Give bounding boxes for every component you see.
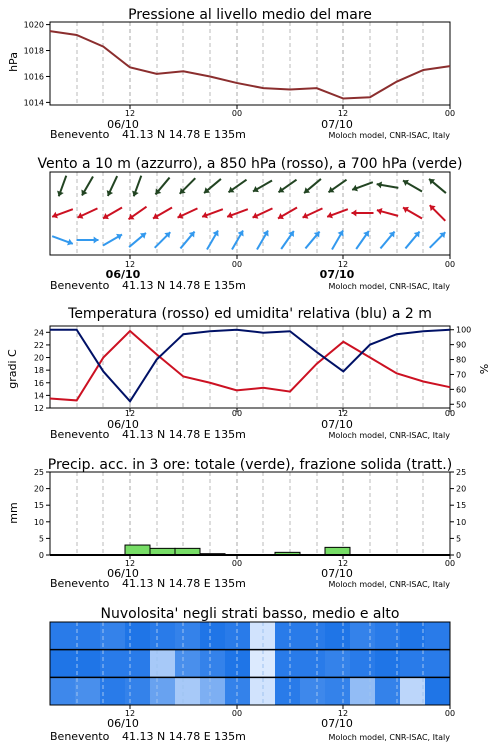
temperature-ylabel: gradi C <box>6 349 19 389</box>
location-label: Benevento <box>50 128 110 141</box>
y-tick-label-right: 20 <box>456 484 467 494</box>
precip-bar <box>125 545 150 555</box>
precipitation-plot <box>34 468 466 560</box>
location-label: Benevento <box>50 577 110 590</box>
location-label: Benevento <box>50 730 110 743</box>
cloud-cell <box>50 622 75 650</box>
y-tick-label-right: 25 <box>456 468 467 477</box>
plot-frame <box>50 22 450 105</box>
y-tick-label-right: 80 <box>456 355 467 365</box>
temperatura-line <box>50 331 450 400</box>
y-tick-label: 24 <box>33 328 44 338</box>
precipitation-title: Precip. acc. in 3 ore: totale (verde), frazione solida (tratt.) <box>47 457 453 473</box>
cloud-cell <box>100 622 125 650</box>
temperature-plot <box>34 326 471 413</box>
cloud-cell <box>50 650 75 678</box>
y-tick-label: 15 <box>33 501 44 511</box>
y-tick-label: 16 <box>33 378 44 388</box>
cloud-cell <box>300 650 325 678</box>
precipitation-panel <box>7 457 466 590</box>
cloud-cell <box>125 650 150 678</box>
cloud-cell <box>275 622 300 650</box>
plot-frame <box>50 326 450 408</box>
cloud-cell <box>75 650 100 678</box>
y-tick-label-right: 15 <box>456 501 467 511</box>
x-tick-label: 00 <box>231 109 243 118</box>
y-tick-label: 12 <box>33 404 44 413</box>
coords-label: 41.13 N 14.78 E 135m <box>122 577 246 590</box>
cloud-cell <box>100 650 125 678</box>
cloud-cell <box>200 677 225 705</box>
y-tick-label-right: 5 <box>456 534 462 544</box>
x-tick-label: 12 <box>124 709 136 718</box>
coords-label: 41.13 N 14.78 E 135m <box>122 279 246 292</box>
cloud-title: Nuvolosita' negli strati basso, medio e alto <box>100 606 400 622</box>
cloud-cell <box>275 677 300 705</box>
cloud-cell <box>400 650 425 678</box>
y-tick-label-right: 10 <box>456 517 467 527</box>
cloud-cell <box>375 622 400 650</box>
date-label: 06/10 <box>107 418 139 431</box>
source-label: Moloch model, CNR-ISAC, Italy <box>328 131 450 140</box>
y-tick-label: 18 <box>33 366 44 376</box>
location-label: Benevento <box>50 279 110 292</box>
cloud-cell <box>425 622 450 650</box>
wind-panel <box>37 156 462 292</box>
x-tick-label: 00 <box>444 260 456 269</box>
wind-title: Vento a 10 m (azzurro), a 850 hPa (rosso), a 700 hPa (verde) <box>37 156 463 172</box>
cloud-cell <box>275 650 300 678</box>
y-tick-label: 1018 <box>23 46 44 56</box>
cloud-cell <box>300 622 325 650</box>
y-tick-label-right: 60 <box>456 385 467 395</box>
location-label: Benevento <box>50 428 110 441</box>
cloud-plot <box>50 622 450 709</box>
x-tick-label: 00 <box>444 409 456 418</box>
x-tick-label: 12 <box>337 709 349 718</box>
pressure-ylabel: hPa <box>7 52 20 72</box>
cloud-cell <box>175 622 200 650</box>
y-tick-label-right: 90 <box>456 340 467 350</box>
cloud-cell <box>350 622 375 650</box>
coords-label: 41.13 N 14.78 E 135m <box>122 128 246 141</box>
x-tick-label: 00 <box>444 559 456 568</box>
y-tick-label: 14 <box>33 391 44 401</box>
x-tick-label: 00 <box>444 709 456 718</box>
y-tick-label: 0 <box>38 551 44 560</box>
umidita-line <box>50 330 450 402</box>
date-label: 06/10 <box>105 268 141 281</box>
cloud-panel <box>50 606 455 743</box>
cloud-cell <box>400 622 425 650</box>
cloud-cell <box>125 622 150 650</box>
date-label: 07/10 <box>321 717 353 730</box>
source-label: Moloch model, CNR-ISAC, Italy <box>328 733 450 742</box>
x-tick-label: 12 <box>124 409 136 418</box>
x-tick-label: 00 <box>231 409 243 418</box>
cloud-cell <box>425 677 450 705</box>
y-tick-label: 22 <box>33 340 44 350</box>
x-tick-label: 12 <box>337 260 349 269</box>
cloud-cell <box>350 650 375 678</box>
x-tick-label: 00 <box>231 260 243 269</box>
date-label: 07/10 <box>319 268 355 281</box>
cloud-cell <box>325 622 350 650</box>
cloud-cell <box>175 650 200 678</box>
x-tick-label: 00 <box>231 559 243 568</box>
cloud-cell <box>100 677 125 705</box>
coords-label: 41.13 N 14.78 E 135m <box>122 428 246 441</box>
y-tick-label: 25 <box>33 468 44 477</box>
cloud-cell <box>200 622 225 650</box>
date-label: 07/10 <box>321 118 353 131</box>
y-tick-label: 10 <box>33 517 44 527</box>
source-label: Moloch model, CNR-ISAC, Italy <box>328 431 450 440</box>
cloud-cell <box>325 650 350 678</box>
cloud-cell <box>175 677 200 705</box>
cloud-cell <box>375 650 400 678</box>
cloud-cell <box>400 677 425 705</box>
y-tick-label: 5 <box>38 534 44 544</box>
pressure-title: Pressione al livello medio del mare <box>128 7 372 23</box>
temperature-panel <box>6 306 491 441</box>
y-tick-label-right: 70 <box>456 370 467 380</box>
wind-plot <box>50 172 450 259</box>
wind-arrow-head <box>94 236 99 243</box>
date-label: 06/10 <box>107 717 139 730</box>
y-tick-label-right: 100 <box>456 325 472 335</box>
cloud-cell <box>200 650 225 678</box>
temperature-title: Temperatura (rosso) ed umidita' relativa (blu) a 2 m <box>68 306 432 322</box>
x-tick-label: 12 <box>124 260 136 269</box>
cloud-cell <box>50 677 75 705</box>
y-tick-label: 1020 <box>23 20 44 30</box>
cloud-cell <box>75 622 100 650</box>
pressure-line <box>50 31 450 98</box>
x-tick-label: 00 <box>231 709 243 718</box>
wind-arrow-head <box>352 209 357 216</box>
pressure-plot <box>24 21 450 109</box>
date-label: 06/10 <box>107 118 139 131</box>
cloud-cell <box>325 677 350 705</box>
coords-label: 41.13 N 14.78 E 135m <box>122 730 246 743</box>
y-tick-label-right: 0 <box>456 551 462 560</box>
y-tick-label-right: 50 <box>456 400 467 410</box>
cloud-cell <box>75 677 100 705</box>
humidity-ylabel: % <box>478 363 491 375</box>
cloud-cell <box>150 677 175 705</box>
precipitation-ylabel: mm <box>7 502 20 524</box>
y-tick-label: 1014 <box>23 98 44 108</box>
pressure-panel <box>7 7 455 141</box>
cloud-cell <box>125 677 150 705</box>
y-tick-label: 20 <box>33 484 44 494</box>
x-tick-label: 12 <box>337 109 349 118</box>
cloud-cell <box>150 622 175 650</box>
x-tick-label: 12 <box>124 559 136 568</box>
cloud-cell <box>375 677 400 705</box>
date-label: 07/10 <box>321 418 353 431</box>
source-label: Moloch model, CNR-ISAC, Italy <box>328 282 450 291</box>
cloud-cell <box>300 677 325 705</box>
cloud-cell <box>425 650 450 678</box>
y-tick-label: 20 <box>33 353 44 363</box>
cloud-cell <box>150 650 175 678</box>
cloud-cell <box>350 677 375 705</box>
x-tick-label: 12 <box>337 559 349 568</box>
x-tick-label: 12 <box>124 109 136 118</box>
plot-frame <box>50 472 450 555</box>
x-tick-label: 12 <box>337 409 349 418</box>
precip-bar <box>325 547 350 555</box>
source-label: Moloch model, CNR-ISAC, Italy <box>328 580 450 589</box>
date-label: 07/10 <box>321 567 353 580</box>
x-tick-label: 00 <box>444 109 456 118</box>
y-tick-label: 1016 <box>23 72 44 82</box>
date-label: 06/10 <box>107 567 139 580</box>
